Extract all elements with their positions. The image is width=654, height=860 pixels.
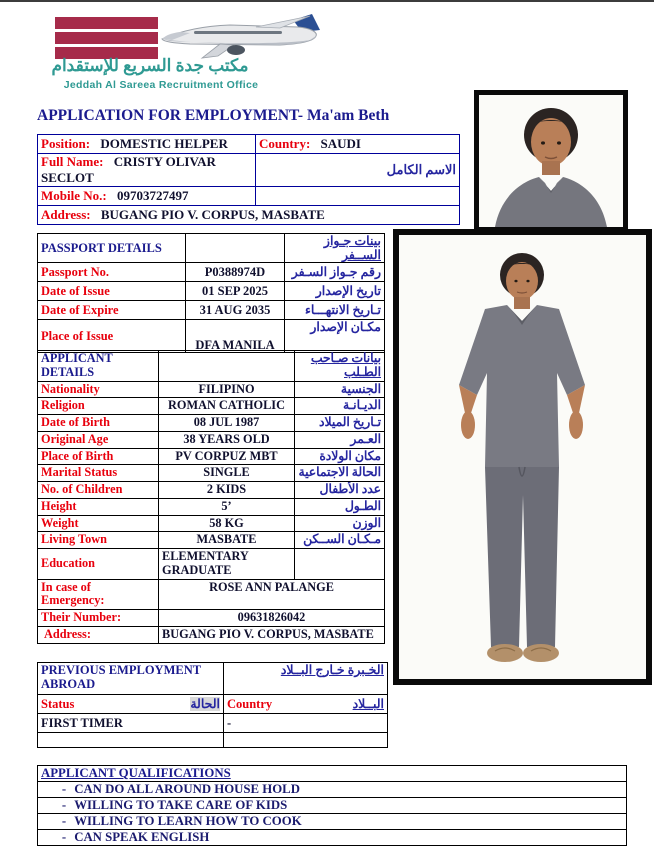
emergency-value: ROSE ANN PALANGE [159, 579, 385, 610]
place-of-birth-label: Place of Birth [38, 448, 159, 465]
country-header-cell [224, 695, 388, 714]
status-arabic: الحالة [190, 697, 220, 711]
position-value: DOMESTIC HELPER [100, 136, 228, 151]
emergency-address-label: Address: [38, 627, 159, 644]
passport-header-empty-cell [186, 234, 285, 263]
bullet-dash: - [61, 830, 67, 844]
date-of-expire-label: Date of Expire [38, 301, 186, 320]
passport-details-table [37, 233, 385, 353]
full-name-label: Full Name: [41, 154, 104, 169]
applicant-table-title-arabic: بيانات صـاحب الطـلب [295, 351, 385, 382]
original-age-arabic: العـمر [295, 431, 385, 448]
applicant-headshot-photo [474, 90, 628, 232]
children-label: No. of Children [38, 482, 159, 499]
date-of-birth-value: 08 JUL 1987 [159, 415, 295, 432]
full-name-arabic: الاسم الكامل [256, 154, 460, 187]
date-of-birth-label: Date of Birth [38, 415, 159, 432]
applicant-table-title: APPLICANT DETAILS [38, 351, 159, 382]
nationality-label: Nationality [38, 381, 159, 398]
full-name-value: CRISTY OLIVAR SECLOT [41, 154, 216, 185]
original-age-value: 38 YEARS OLD [159, 431, 295, 448]
education-value: ELEMENTARY GRADUATE [159, 549, 295, 580]
place-of-issue-label: Place of Issue [38, 320, 186, 353]
place-of-issue-arabic: مكـان الإصدار [285, 320, 385, 353]
passport-no-label: Passport No. [38, 263, 186, 282]
nationality-arabic: الجنسية [295, 381, 385, 398]
children-value: 2 KIDS [159, 482, 295, 499]
date-of-issue-arabic: تاريخ الإصدار [285, 282, 385, 301]
height-value: 5’ [159, 498, 295, 515]
weight-label: Weight [38, 515, 159, 532]
passport-no-arabic: رقم جـواز السـفر [285, 263, 385, 282]
qualification-item-row [38, 798, 627, 814]
qualifications-title: APPLICANT QUALIFICATIONS [38, 766, 627, 782]
qualification-item-row [38, 830, 627, 846]
their-number-value: 09631826042 [159, 610, 385, 627]
qualification-item: CAN SPEAK ENGLISH [74, 830, 210, 844]
religion-value: ROMAN CATHOLIC [159, 398, 295, 415]
previous-table-title: PREVIOUS EMPLOYMENT ABROAD [38, 663, 224, 695]
applicant-full-body-photo [393, 229, 652, 685]
date-of-issue-label: Date of Issue [38, 282, 186, 301]
mobile-value: 09703727497 [116, 188, 189, 203]
status-header-cell [38, 695, 224, 714]
bullet-dash: - [61, 798, 67, 812]
passport-table-title: PASSPORT DETAILS [38, 234, 186, 263]
previous-empty-status-cell [38, 733, 224, 748]
children-arabic: عدد الأطفال [295, 482, 385, 499]
address-value: BUGANG PIO V. CORPUS, MASBATE [100, 207, 325, 222]
education-label: Education [38, 549, 159, 580]
living-town-label: Living Town [38, 532, 159, 549]
logo-bar [55, 32, 158, 44]
country-col-label: Country [227, 697, 273, 711]
marital-status-label: Marital Status [38, 465, 159, 482]
bullet-dash: - [61, 814, 67, 828]
weight-value: 58 KG [159, 515, 295, 532]
status-label: Status [41, 697, 75, 711]
religion-label: Religion [38, 398, 159, 415]
living-town-arabic: مـكـان الســكن [295, 532, 385, 549]
page-title: APPLICATION FOR EMPLOYMENT- Ma'am Beth [37, 107, 390, 124]
date-of-birth-arabic: تـاريخ الميلاد [295, 415, 385, 432]
logo-bar [55, 17, 158, 29]
previous-empty-country-cell [224, 733, 388, 748]
qualification-item-row [38, 814, 627, 830]
mobile-cell [38, 187, 256, 206]
country-value-dash: - [224, 714, 388, 733]
previous-employment-table [37, 662, 388, 748]
status-value: FIRST TIMER [38, 714, 224, 733]
country-col-arabic: البــلاد [352, 697, 384, 711]
full-name-cell [38, 154, 256, 187]
qualification-item: WILLING TO LEARN HOW TO COOK [74, 814, 302, 828]
date-of-issue-value: 01 SEP 2025 [186, 282, 285, 301]
qualification-item: WILLING TO TAKE CARE OF KIDS [74, 798, 288, 812]
passport-table-title-arabic: بينات جـواز الســفر [285, 234, 385, 263]
page-top-border [0, 0, 654, 2]
marital-status-value: SINGLE [159, 465, 295, 482]
living-town-value: MASBATE [159, 532, 295, 549]
height-arabic: الطـول [295, 498, 385, 515]
nationality-value: FILIPINO [159, 381, 295, 398]
education-arabic [295, 549, 385, 580]
marital-status-arabic: الحالة الاجتماعية [295, 465, 385, 482]
qualification-item-row [38, 782, 627, 798]
country-cell [256, 135, 460, 154]
position-label: Position: [41, 136, 91, 151]
emergency-address-value: BUGANG PIO V. CORPUS, MASBATE [159, 627, 385, 644]
applicant-details-table [37, 350, 385, 644]
date-of-expire-arabic: تـاريخ الانتهـــاء [285, 301, 385, 320]
address-cell [38, 206, 460, 225]
address-label: Address: [41, 207, 91, 222]
applicant-qualifications-table [37, 765, 627, 846]
their-number-label: Their Number: [38, 610, 159, 627]
applicant-header-empty-cell [159, 351, 295, 382]
bullet-dash: - [61, 782, 67, 796]
emergency-label: In case of Emergency: [38, 579, 159, 610]
height-label: Height [38, 498, 159, 515]
office-arabic-name: مكتب جدة السريع للإستقدام [51, 56, 249, 75]
mobile-label: Mobile No.: [41, 188, 107, 203]
date-of-expire-value: 31 AUG 2035 [186, 301, 285, 320]
mobile-arabic-empty-cell [256, 187, 460, 206]
qualification-item: CAN DO ALL AROUND HOUSE HOLD [74, 782, 300, 796]
previous-table-title-arabic: الخـبرة خـارج البــلاد [224, 663, 388, 695]
position-cell [38, 135, 256, 154]
passport-no-value: P0388974D [186, 263, 285, 282]
country-value: SAUDI [320, 136, 361, 151]
place-of-issue-value: DFA MANILA [186, 320, 285, 353]
country-label: Country: [259, 136, 311, 151]
main-info-table [37, 134, 460, 225]
original-age-label: Original Age [38, 431, 159, 448]
office-english-name: Jeddah Al Sareea Recruitment Office [63, 79, 259, 91]
place-of-birth-value: PV CORPUZ MBT [159, 448, 295, 465]
religion-arabic: الديـانـة [295, 398, 385, 415]
place-of-birth-arabic: مكان الولادة [295, 448, 385, 465]
weight-arabic: الوزن [295, 515, 385, 532]
